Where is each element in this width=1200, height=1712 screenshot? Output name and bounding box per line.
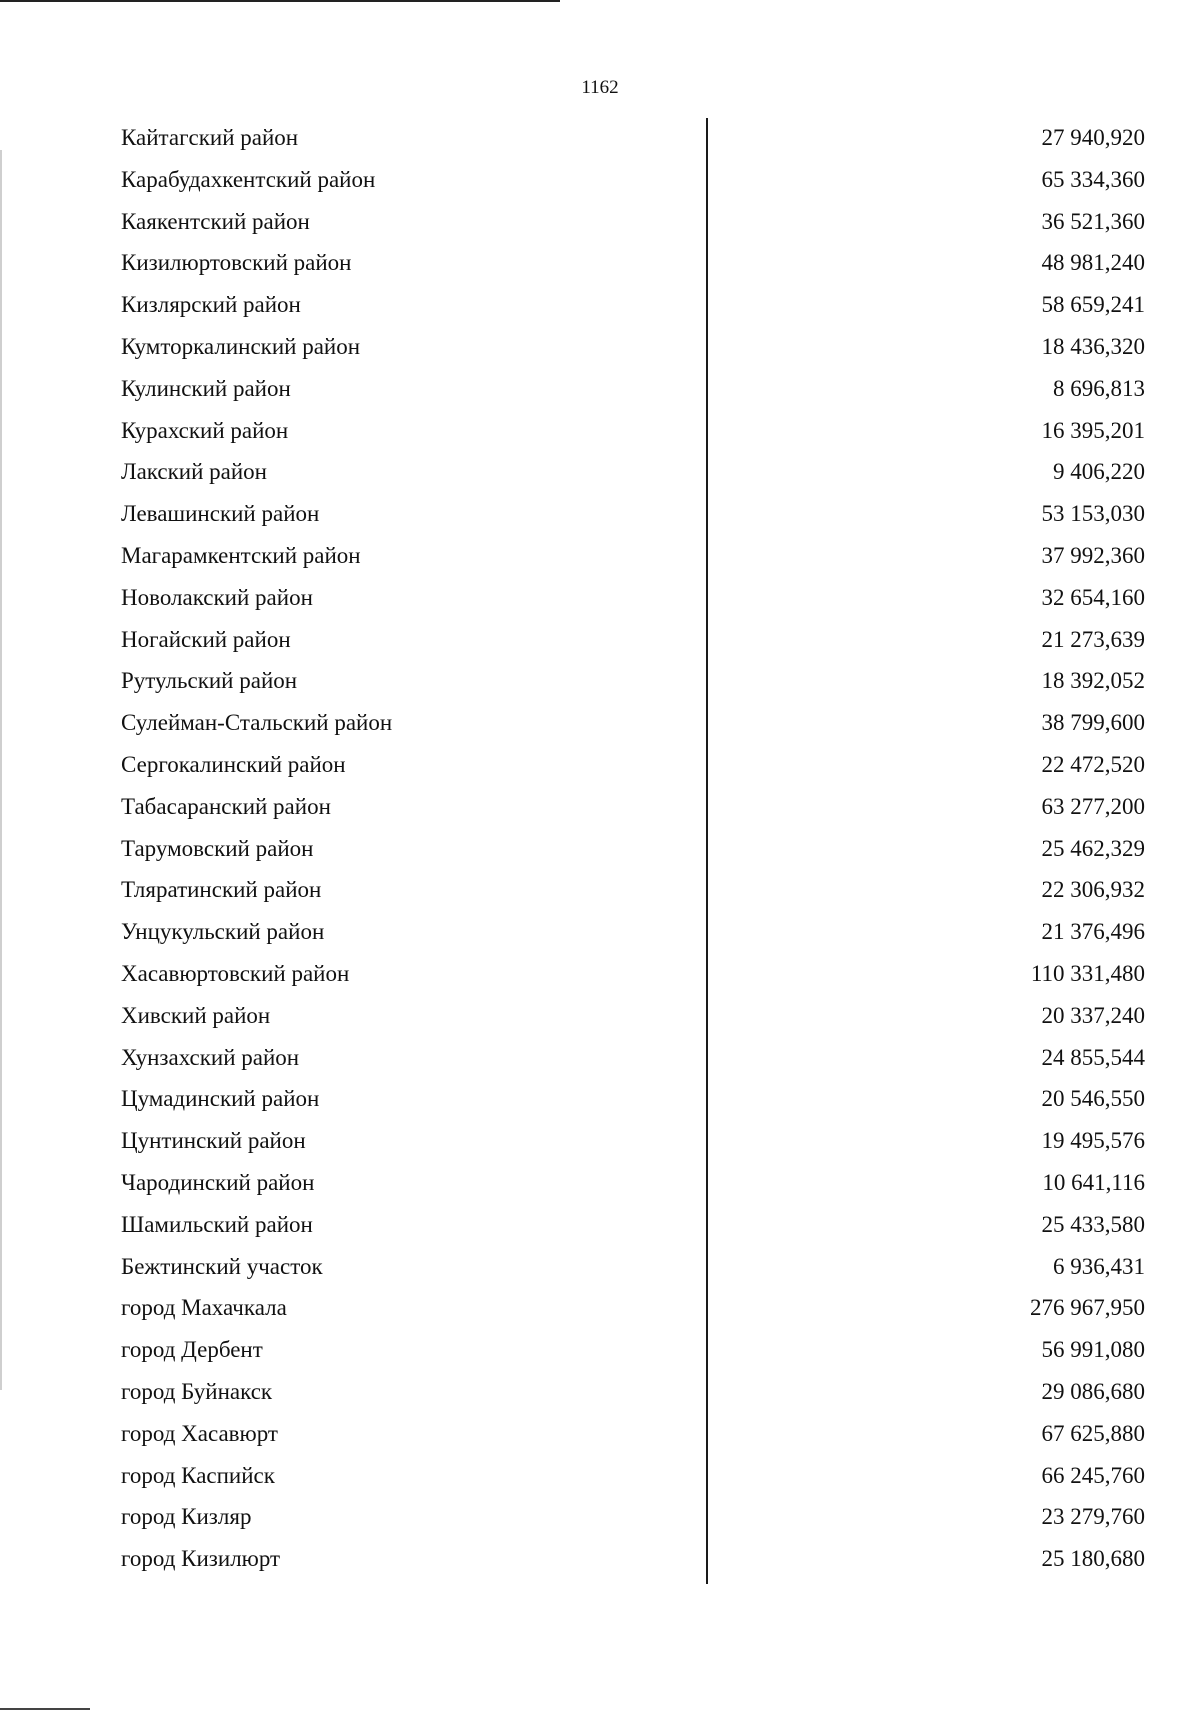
table-row: [0, 327, 1200, 369]
amount-value: 29 086,680: [1041, 1378, 1145, 1404]
municipality-name: Сергокалинский район: [121, 751, 346, 777]
municipality-name: Левашинский район: [121, 501, 320, 527]
municipality-name: город Хасавюрт: [121, 1420, 278, 1446]
table-row: [0, 1205, 1200, 1247]
table-row: [0, 1539, 1200, 1581]
municipality-name: Рутульский район: [121, 668, 298, 694]
table-row: [0, 536, 1200, 578]
table-row: [0, 369, 1200, 411]
amount-value: 18 436,320: [1041, 333, 1145, 359]
table-row: [0, 202, 1200, 244]
table-row: [0, 703, 1200, 745]
municipality-name: Каякентский район: [121, 208, 310, 234]
table-row: [0, 954, 1200, 996]
table-row: [0, 160, 1200, 202]
municipality-name: Кулинский район: [121, 375, 291, 401]
amount-value: 24 855,544: [1041, 1044, 1145, 1070]
amount-value: 6 936,431: [1053, 1253, 1145, 1279]
table-row: [0, 578, 1200, 620]
allocation-table: [0, 118, 1200, 1581]
municipality-name: Кайтагский район: [121, 125, 299, 150]
municipality-name: Хасавюртовский район: [121, 960, 350, 986]
amount-value: 37 992,360: [1041, 542, 1145, 568]
amount-value: 32 654,160: [1041, 584, 1145, 610]
table-row: [0, 996, 1200, 1038]
amount-value: 38 799,600: [1041, 710, 1145, 736]
table-row: [0, 829, 1200, 871]
table-row: [0, 1079, 1200, 1121]
municipality-name: город Дербент: [121, 1337, 263, 1363]
municipality-name: город Буйнакск: [121, 1378, 273, 1404]
table-row: [0, 787, 1200, 829]
amount-value: 20 337,240: [1041, 1002, 1145, 1028]
table-row: [0, 870, 1200, 912]
municipality-name: Кизлярский район: [121, 292, 301, 318]
municipality-name: город Каспийск: [121, 1462, 275, 1488]
amount-value: 25 180,680: [1041, 1546, 1145, 1572]
municipality-name: Кумторкалинский район: [121, 333, 361, 359]
table-row: [0, 661, 1200, 703]
table-row: [0, 1288, 1200, 1330]
municipality-name: Цумадинский район: [121, 1086, 320, 1112]
amount-value: 21 273,639: [1041, 626, 1145, 652]
municipality-name: Табасаранский район: [121, 793, 331, 819]
amount-value: 20 546,550: [1041, 1086, 1145, 1112]
amount-value: 67 625,880: [1041, 1420, 1145, 1446]
municipality-name: Курахский район: [121, 417, 289, 443]
table-row: [0, 1330, 1200, 1372]
amount-value: 18 392,052: [1041, 668, 1145, 694]
amount-value: 36 521,360: [1041, 208, 1145, 234]
scan-edge-bottom: [0, 1708, 90, 1710]
municipality-name: Новолакский район: [121, 584, 313, 610]
table-row: [0, 1121, 1200, 1163]
amount-value: 56 991,080: [1041, 1337, 1145, 1363]
table-row: [0, 118, 1200, 160]
amount-value: 25 462,329: [1041, 835, 1145, 861]
amount-value: 8 696,813: [1053, 375, 1145, 401]
amount-value: 58 659,241: [1041, 292, 1145, 318]
municipality-name: Чародинский район: [121, 1169, 315, 1195]
table-row: [0, 452, 1200, 494]
amount-value: 22 472,520: [1041, 751, 1145, 777]
municipality-name: Хунзахский район: [121, 1044, 300, 1070]
amount-value: 23 279,760: [1041, 1504, 1145, 1530]
table-row: [0, 620, 1200, 662]
table-row: [0, 1372, 1200, 1414]
municipality-name: Кизилюртовский район: [121, 250, 352, 276]
amount-value: 48 981,240: [1041, 250, 1145, 276]
municipality-name: город Кизилюрт: [121, 1546, 281, 1572]
municipality-name: Карабудахкентский район: [121, 166, 376, 192]
amount-value: 276 967,950: [1030, 1295, 1145, 1321]
municipality-name: Бежтинский участок: [121, 1253, 323, 1279]
table-row: [0, 1497, 1200, 1539]
table-row: [0, 1456, 1200, 1498]
table-row: [0, 243, 1200, 285]
municipality-name: Унцукульский район: [121, 919, 325, 945]
amount-value: 63 277,200: [1041, 793, 1145, 819]
amount-value: 27 940,920: [1041, 125, 1145, 150]
table-row: [0, 912, 1200, 954]
municipality-name: Хивский район: [121, 1002, 271, 1028]
amount-value: 19 495,576: [1041, 1128, 1145, 1154]
municipality-name: город Махачкала: [121, 1295, 287, 1321]
table-row: [0, 411, 1200, 453]
municipality-name: Лакский район: [121, 459, 267, 485]
municipality-name: Магарамкентский район: [121, 542, 361, 568]
table-row: [0, 1163, 1200, 1205]
municipality-name: Цунтинский район: [121, 1128, 306, 1154]
table-row: [0, 1414, 1200, 1456]
municipality-name: Шамильский район: [121, 1211, 313, 1237]
municipality-name: Тарумовский район: [121, 835, 314, 861]
amount-value: 66 245,760: [1041, 1462, 1145, 1488]
amount-value: 21 376,496: [1041, 919, 1145, 945]
amount-value: 53 153,030: [1041, 501, 1145, 527]
page-number: 1162: [581, 77, 619, 98]
table-row: [0, 1247, 1200, 1289]
amount-value: 110 331,480: [1030, 960, 1145, 986]
municipality-name: Тляратинский район: [121, 877, 322, 903]
amount-value: 10 641,116: [1042, 1169, 1145, 1195]
table-row: [0, 494, 1200, 536]
municipality-name: Ногайский район: [121, 626, 291, 652]
amount-value: 22 306,932: [1041, 877, 1145, 903]
table-row: [0, 285, 1200, 327]
municipality-name: город Кизляр: [121, 1504, 252, 1530]
amount-value: 25 433,580: [1041, 1211, 1145, 1237]
municipality-name: Сулейман-Стальский район: [121, 710, 393, 736]
scan-edge-top: [0, 0, 560, 2]
amount-value: 65 334,360: [1041, 166, 1145, 192]
table-row: [0, 745, 1200, 787]
amount-value: 16 395,201: [1041, 417, 1145, 443]
table-row: [0, 1038, 1200, 1080]
amount-value: 9 406,220: [1053, 459, 1145, 485]
